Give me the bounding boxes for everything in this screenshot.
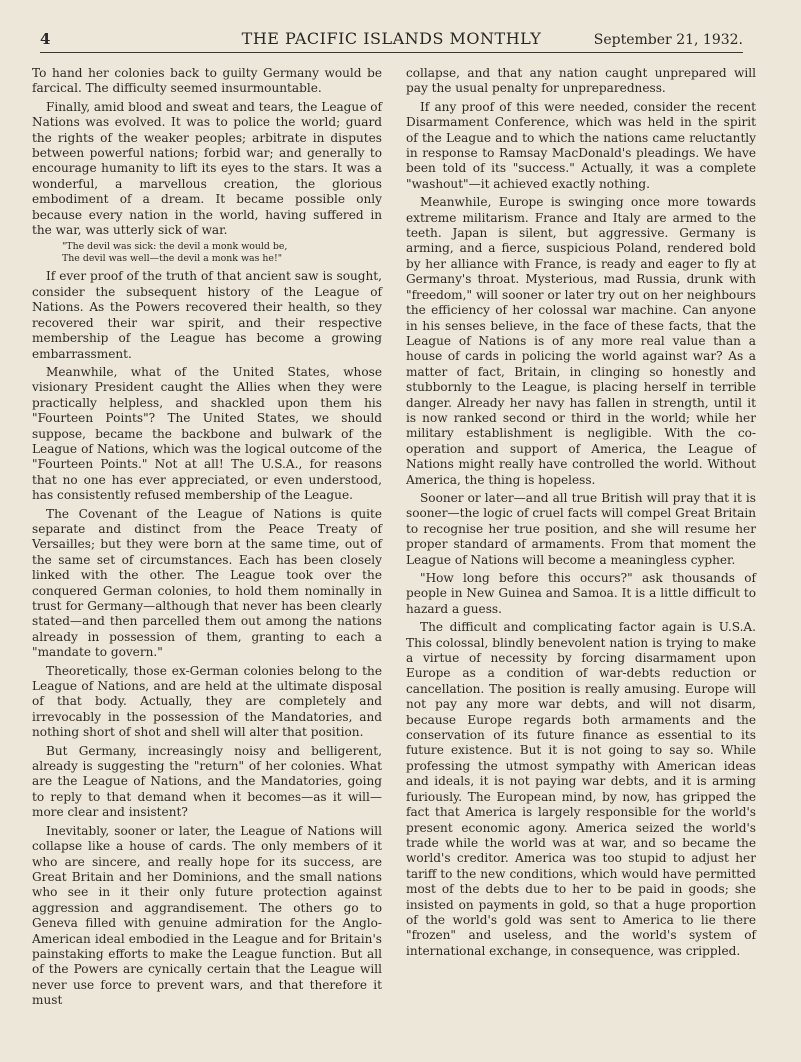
paragraph: Sooner or later—and all true British will pray that it is sooner—the logic of cruel facts will compel Great Britain to recognise her true position, and she will resume her proper standard of armaments. From that moment the League of Nations will become a meaningless cypher. [406,490,756,567]
paragraph: But Germany, increasingly noisy and belligerent, already is suggesting the "return" of her colonies. What are the League of Nations, and the Mandatories, going to reply to that demand when it becomes—as it will—more clear and insistent? [32,743,382,820]
issue-date: September 21, 1932. [593,32,743,48]
page-number: 4 [40,30,51,48]
paragraph: If any proof of this were needed, consider the recent Disarmament Conference, which was held in the spirit of the League and to which the nations came reluctantly in response to Ramsay MacDonald's pleadings. We have been told of its "success." Actually, it was a complete "washout"—it achieved exactly nothing. [406,99,756,191]
paragraph: Finally, amid blood and sweat and tears, the League of Nations was evolved. It was to police the world; guard the rights of the weaker peoples; arbitrate in disputes between powerful nations; forbid war; and generally to encourage humanity to lift its eyes to the stars. It was a wonderful, a marvellous creation, the glorious embodiment of a dream. It became possible only because every nation in the world, having suffered in the war, was utterly sick of war. [32,99,382,238]
right-column [406,66,756,962]
paragraph: Inevitably, sooner or later, the League of Nations will collapse like a house of cards. The only members of it who are sincere, and really hope for its success, are Great Britain and her Dominions, and the small nations who see in it their only future protection against aggression and aggrandisement. The others go to Geneva filled with genuine admiration for the Anglo-American ideal embodied in the League and for Britain's painstaking efforts to make the League function. But all of the Powers are cynically certain that the League will never use force to prevent wars, and that therefore it must [32,823,382,1008]
paragraph: The difficult and complicating factor again is U.S.A. This colossal, blindly benevolent nation is trying to make a virtue of necessity by forcing disarmament upon Europe as a condition of war-debts reduction or cancellation. The position is really amusing. Europe will not pay any more war debts, and will not disarm, because Europe regards both armaments and the conservation of its future finance as essential to its future existence. But it is not going to say so. While professing the utmost sympathy with American ideas and ideals, it is not paying war debts, and it is arming furiously. The European mind, by now, has gripped the fact that America is largely responsible for the world's present economic agony. America seized the world's trade while the world was at war, and so became the world's creditor. America was too stupid to adjust her tariff to the new conditions, which would have permitted most of the debts due to her to be paid in goods; she insisted on payments in gold, so that a huge proportion of the world's gold was sent to America to lie there "frozen" and useless, and the world's system of international exchange, in consequence, was crippled. [406,620,756,958]
masthead-title: THE PACIFIC ISLANDS MONTHLY [241,29,542,48]
page-header [40,26,743,53]
quote-line: "The devil was sick: the devil a monk would be, [62,241,288,253]
quote-line: The devil was well—the devil a monk was he!" [62,253,283,265]
paragraph: To hand her colonies back to guilty Germany would be farcical. The difficulty seemed insurmountable. [32,66,382,96]
paragraph: Theoretically, those ex-German colonies belong to the League of Nations, and are held at the ultimate disposal of that body. Actually, they are completely and irrevocably in the possession of the Mandatories, and nothing short of shot and shell will alter that position. [32,663,382,740]
left-column [32,66,382,1012]
paragraph: Meanwhile, Europe is swinging once more towards extreme militarism. France and Italy are armed to the teeth. Japan is silent, but aggressive. Germany is arming, and a fierce, suspicious Poland, rendered bold by her alliance with France, is ready and eager to fly at Germany's throat. Mysterious, mad Russia, drunk with "freedom," will sooner or later try out on her neighbours the efficiency of her colossal war machine. Can anyone in his senses believe, in the face of these facts, that the League of Nations is of any more real value than a house of cards in policing the world against war? As a matter of fact, Britain, in clinging so honestly and stubbornly to the League, is placing herself in terrible danger. Already her navy has fallen in strength, until it is now ranked second or third in the world; while her military establishment is negligible. With the co-operation and support of America, the League of Nations might really have controlled the world. Without America, the thing is hopeless. [406,195,756,487]
paragraph: If ever proof of the truth of that ancient saw is sought, consider the subsequent history of the League of Nations. As the Powers recovered their health, so they recovered their war spirit, and their respective membership of the League has become a growing embarrassment. [32,269,382,361]
paragraph: Meanwhile, what of the United States, whose visionary President caught the Allies when they were practically helpless, and shackled upon them his "Fourteen Points"? The United States, we should suppose, became the backbone and bulwark of the League of Nations, which was the logical outcome of the "Fourteen Points." Not at all! The U.S.A., for reasons that no one has ever appreciated, or even understood, has consistently refused membership of the League. [32,364,382,503]
paragraph: The Covenant of the League of Nations is quite separate and distinct from the Peace Treaty of Versailles; but they were born at the same time, out of the same set of circumstances. Each has been closely linked with the other. The League took over the conquered German colonies, to hold them nominally in trust for Germany—although that never has been clearly stated—and then parcelled them out among the nations already in possession of them, granting to each a "mandate to govern." [32,506,382,660]
paragraph: "How long before this occurs?" ask thousands of people in New Guinea and Samoa. It is a little difficult to hazard a guess. [406,571,756,616]
verse-quote [62,241,382,265]
paragraph: collapse, and that any nation caught unprepared will pay the usual penalty for unpreparedness. [406,66,756,96]
